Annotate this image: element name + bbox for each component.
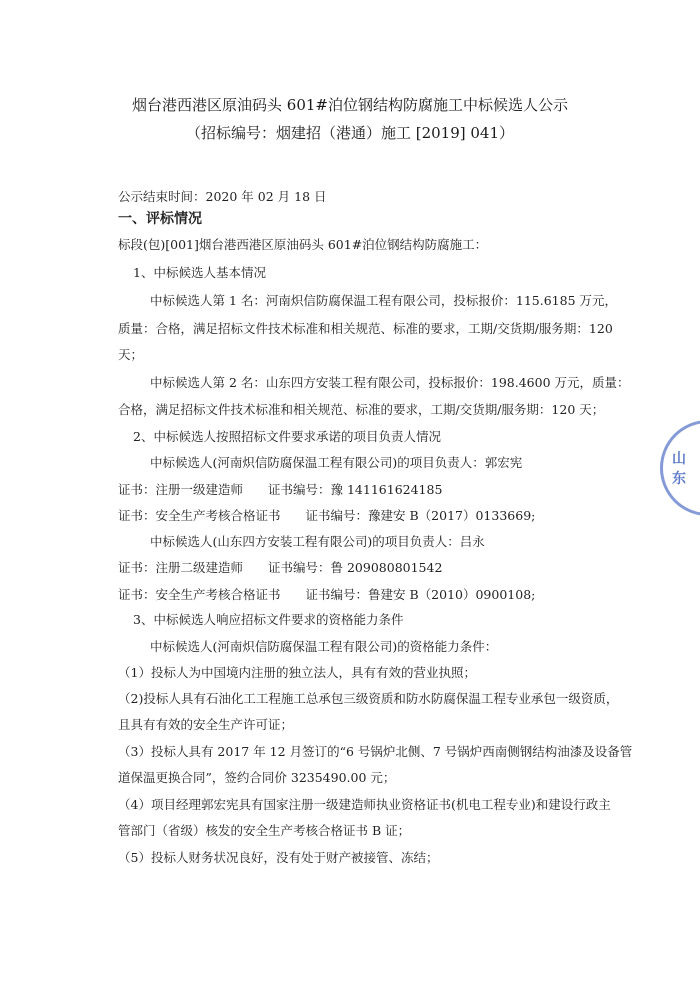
qualification-2-line2: 且具有有效的安全生产许可证； [118,717,294,732]
section-heading-evaluation: 一、评标情况 [118,211,202,227]
pm-2-certificate-1: 证书：注册二级建造师 证书编号：鲁 209080801542 [118,560,443,575]
candidate-1-line3: 天； [118,347,144,362]
seal-text: 山 东 [672,451,686,487]
tender-number: （招标编号：烟建招（港通）施工 [2019] 041） [185,124,515,142]
candidate-2-line1: 中标候选人第 2 名：山东四方安装工程有限公司，投标报价：198.4600 万元，质量： [150,375,630,390]
qualification-1: （1）投标人为中国境内注册的独立法人，具有有效的营业执照； [118,665,476,680]
pm-1-name: 中标候选人(河南炽信防腐保温工程有限公司)的项目负责人：郭宏宪 [150,455,523,470]
qualification-4-line1: （4）项目经理郭宏宪具有国家注册一级建造师执业资格证书(机电工程专业)和建设行政主 [118,797,611,812]
lot-description: 标段(包)[001]烟台港西港区原油码头 601#泊位钢结构防腐施工： [118,237,488,252]
subheading-project-manager: 2、中标候选人按照招标文件要求承诺的项目负责人情况 [133,429,441,444]
qualification-intro: 中标候选人(河南炽信防腐保温工程有限公司)的资格能力条件： [150,639,498,654]
pm-1-certificate-1: 证书：注册一级建造师 证书编号：豫 141161624185 [118,482,443,497]
qualification-4-line2: 管部门（省级）核发的安全生产考核合格证书 B 证； [118,823,411,838]
document-title-line1: 烟台港西港区原油码头 601#泊位钢结构防腐施工中标候选人公示 [132,96,568,114]
qualification-5: （5）投标人财务状况良好，没有处于财产被接管、冻结； [118,850,439,865]
subheading-candidate-info: 1、中标候选人基本情况 [133,265,266,280]
notice-end-time: 公示结束时间：2020 年 02 月 18 日 [118,189,327,204]
candidate-1-line2: 质量：合格，满足招标文件技术标准和相关规范、标准的要求，工期/交货期/服务期：120 [118,321,613,336]
pm-2-name: 中标候选人(山东四方安装工程有限公司)的项目负责人：吕永 [150,534,485,549]
subheading-qualifications: 3、中标候选人响应招标文件要求的资格能力条件 [133,612,404,627]
pm-1-certificate-2: 证书：安全生产考核合格证书 证书编号：豫建安 B（2017）0133669; [118,508,536,523]
qualification-3-line2: 道保温更换合同”，签约合同价 3235490.00 元； [118,770,396,785]
candidate-2-line2: 合格，满足招标文件技术标准和相关规范、标准的要求，工期/交货期/服务期：120 天； [118,402,605,417]
qualification-2-line1: （2)投标人具有石油化工工程施工总承包三级资质和防水防腐保温工程专业承包一级资质， [118,691,619,706]
candidate-1-line1: 中标候选人第 1 名：河南炽信防腐保温工程有限公司，投标报价：115.6185 万元， [150,293,618,308]
qualification-3-line1: （3）投标人具有 2017 年 12 月签订的“6 号锅炉北侧、7 号锅炉西南侧钢结构油漆及设备管 [118,744,633,759]
pm-2-certificate-2: 证书：安全生产考核合格证书 证书编号：鲁建安 B（2010）0900108; [118,587,536,602]
